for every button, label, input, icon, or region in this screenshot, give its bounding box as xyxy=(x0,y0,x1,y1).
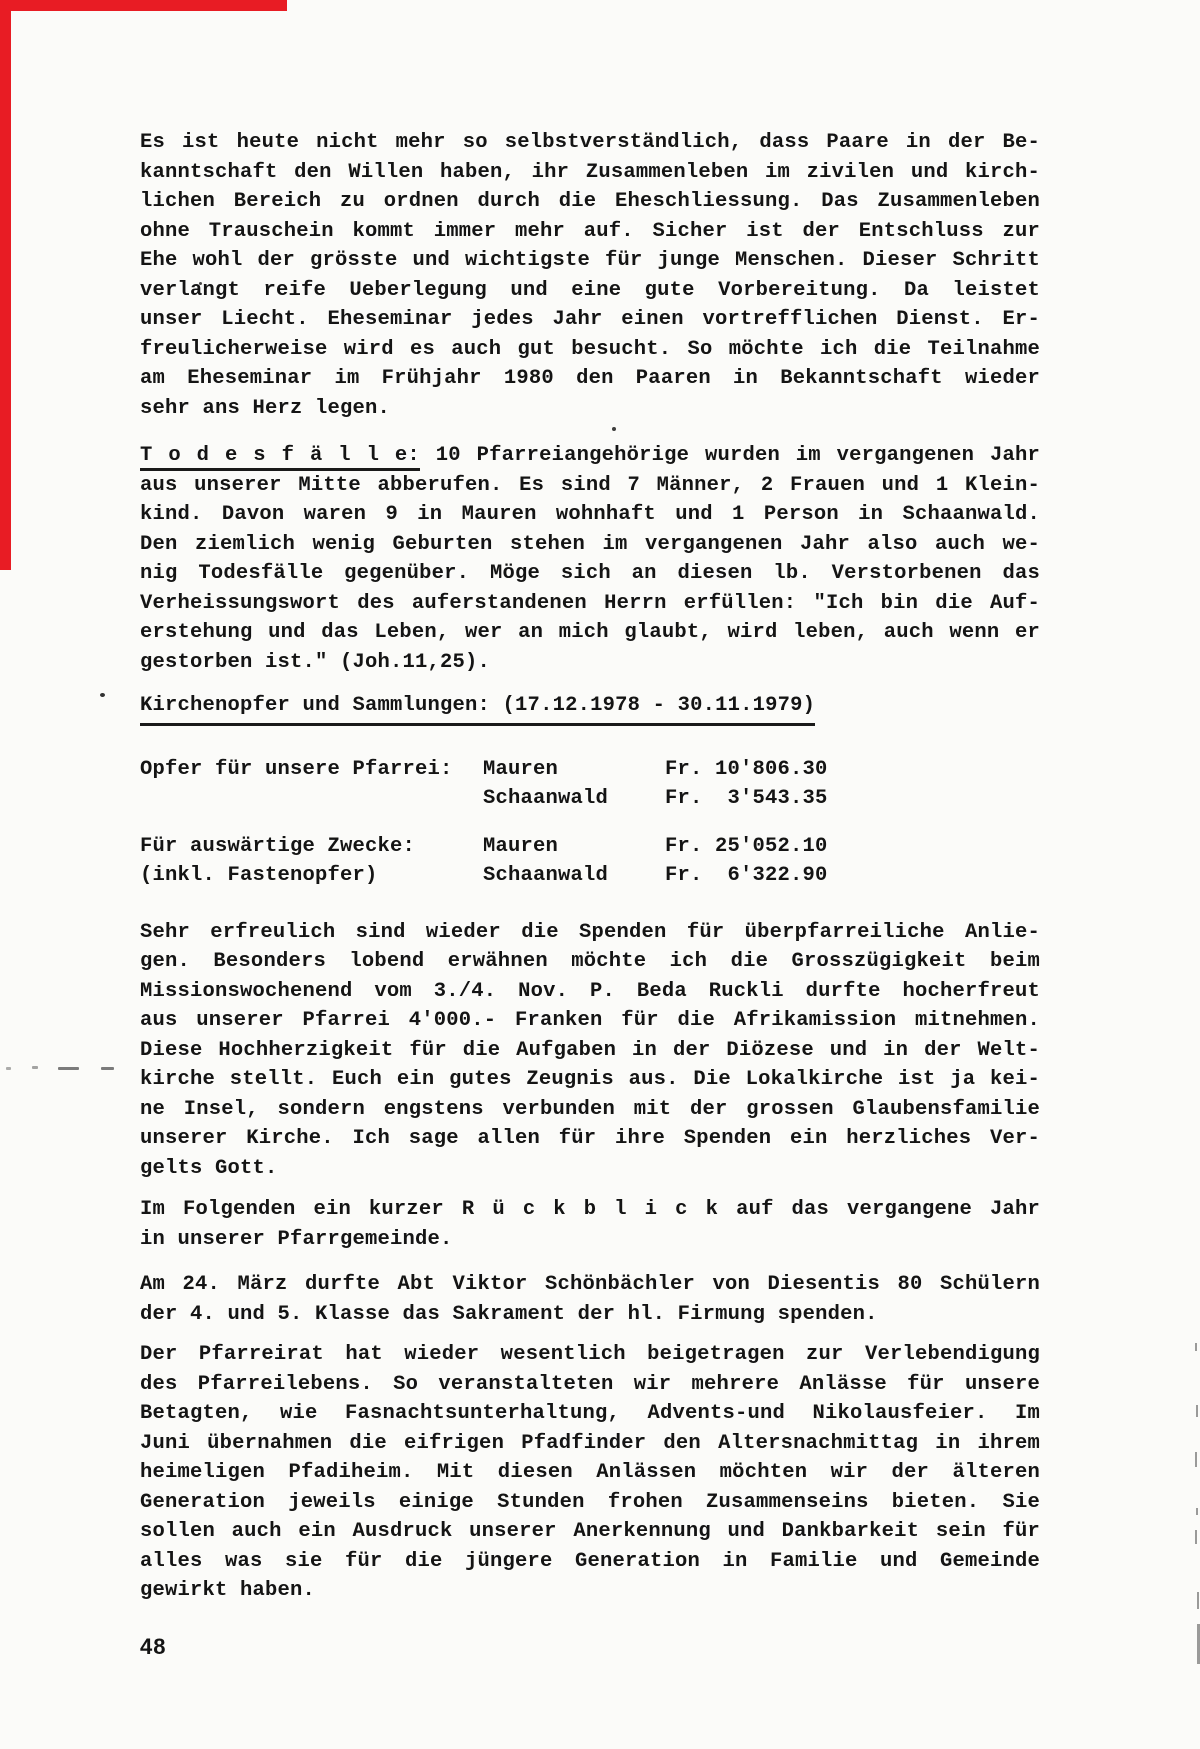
text-line: aus unserer Mitte abberufen. Es sind 7 Männer, 2 Frauen und 1 Klein- xyxy=(140,473,1040,497)
text-line: heimeligen Pfadiheim. Mit diesen Anlässen möchten wir der älteren xyxy=(140,1461,1040,1484)
paragraph-pfarreirat xyxy=(140,1340,1040,1606)
text-line: unserer Kirche. Ich sage allen für ihre Spenden ein herzliches Ver- xyxy=(140,1127,1040,1150)
text-line: Es ist heute nicht mehr so selbstverständlich, dass Paare in der Be- xyxy=(140,131,1040,154)
row-label xyxy=(140,784,483,814)
todesfaelle-lead-rest: 10 Pfarreiangehörige wurden im vergangenen Jahr xyxy=(435,444,1040,467)
text-line: aus unserer Pfarrei 4'000.- Franken für die Afrikamission mitnehmen. xyxy=(140,1009,1040,1032)
row-place: Schaanwald xyxy=(483,787,609,810)
text-line: Im Folgenden ein kurzer R ü c k b l i c k auf das vergangene Jahr xyxy=(140,1198,1040,1221)
row-amount: Fr. 10'806.30 xyxy=(665,757,828,781)
row-place: Schaanwald xyxy=(483,864,609,887)
text-line: Betagten, wie Fasnachtsunterhaltung, Advents-und Nikolausfeier. Im xyxy=(140,1402,1040,1425)
text-line: kind. Davon waren 9 in Mauren wohnhaft und 1 Person in Schaanwald. xyxy=(140,503,1040,526)
text-line: am Eheseminar im Frühjahr 1980 den Paaren in Bekanntschaft wieder xyxy=(140,367,1040,390)
text-line: sehr ans Herz legen. xyxy=(140,396,391,420)
text-line: ohne Trauschein kommt immer mehr auf. Sicher ist der Entschluss zur xyxy=(140,219,1040,243)
text-line: Juni übernahmen die eifrigen Pfadfinder den Altersnachmittag in ihrem xyxy=(140,1431,1040,1455)
todesfaelle-body-lines xyxy=(140,471,1040,678)
text-line: verlangt reife Ueberlegung und eine gute Vorbereitung. Da leistet xyxy=(140,278,1040,302)
text-line: Generation jeweils einige Stunden frohen Zusammenseins bieten. Sie xyxy=(140,1490,1040,1514)
red-scan-mark-top xyxy=(0,0,287,11)
text-line: nig Todesfälle gegenüber. Möge sich an diesen lb. Verstorbenen das xyxy=(140,562,1040,585)
text-line: gen. Besonders lobend erwähnen möchte ich die Grosszügigkeit beim xyxy=(140,950,1040,973)
edge-scan-tick xyxy=(1197,1592,1199,1609)
text-line: Verheissungswort des auferstandenen Herrn erfüllen: "Ich bin die Auf- xyxy=(140,591,1040,615)
text-line: freulicherweise wird es auch gut besucht. So möchte ich die Teilnahme xyxy=(140,337,1040,361)
section-heading-kirchenopfer xyxy=(140,691,1040,726)
row-label: Für auswärtige Zwecke: xyxy=(140,834,416,858)
text-line: Diese Hochherzigkeit für die Aufgaben in der Diözese und in der Welt- xyxy=(140,1038,1040,1062)
text-line: gestorben ist." (Joh.11,25). xyxy=(140,650,491,674)
paragraph-spenden xyxy=(140,918,1040,1184)
row-amount: Fr. 3'543.35 xyxy=(665,787,828,810)
text-line: unser Liecht. Eheseminar jedes Jahr einen vortrefflichen Dienst. Er- xyxy=(140,308,1040,331)
table-row xyxy=(140,784,1040,814)
edge-scan-tick xyxy=(1196,1508,1198,1515)
paragraph-eheseminar xyxy=(140,128,1040,423)
stray-ink-dot xyxy=(100,693,105,697)
text-line: alles was sie für die jüngere Generation in Familie und Gemeinde xyxy=(140,1549,1040,1573)
text-line: gewirkt haben. xyxy=(140,1579,316,1602)
text-line: ne Insel, sondern engstens verbunden mit der grossen Glaubensfamilie xyxy=(140,1097,1040,1121)
text-line: des Pfarreilebens. So veranstalteten wir mehrere Anlässe für unsere xyxy=(140,1372,1040,1396)
red-scan-mark-left xyxy=(0,0,11,570)
text-line: gelts Gott. xyxy=(140,1156,278,1180)
edge-scan-tick xyxy=(1195,1343,1197,1351)
text-line: Den ziemlich wenig Geburten stehen im vergangenen Jahr also auch we- xyxy=(140,532,1040,556)
text-line: lichen Bereich zu ordnen durch die Eheschliessung. Das Zusammenleben xyxy=(140,190,1040,213)
paragraph-firmung xyxy=(140,1270,1040,1329)
todesfaelle-lead-line xyxy=(140,441,1040,471)
row-label: Opfer für unsere Pfarrei: xyxy=(140,757,453,781)
edge-scan-tick xyxy=(1195,1530,1197,1544)
todesfaelle-underlined-heading: T o d e s f ä l l e: xyxy=(140,444,420,471)
row-amount: Fr. 25'052.10 xyxy=(665,834,828,858)
text-line: Ehe wohl der grösste und wichtigste für junge Menschen. Dieser Schritt xyxy=(140,249,1040,272)
table-row xyxy=(140,861,1040,891)
paragraph-todesfaelle xyxy=(140,441,1040,677)
text-line: Der Pfarreirat hat wieder wesentlich beigetragen zur Verlebendigung xyxy=(140,1343,1040,1366)
text-line: Missionswochenend vom 3./4. Nov. P. Beda Ruckli durfte hocherfreut xyxy=(140,979,1040,1003)
text-column xyxy=(140,128,1040,1661)
kirchenopfer-heading-text: Kirchenopfer und Sammlungen: (17.12.1978 - 30.11.1979) xyxy=(140,691,815,726)
paragraph-rueckblick xyxy=(140,1195,1040,1254)
text-line: sollen auch ein Ausdruck unserer Anerkennung und Dankbarkeit sein für xyxy=(140,1520,1040,1543)
text-line: in unserer Pfarrgemeinde. xyxy=(140,1227,453,1251)
collections-table xyxy=(140,755,1040,891)
row-place: Mauren xyxy=(483,757,559,781)
collections-group-pfarrei xyxy=(140,755,1040,814)
row-place: Mauren xyxy=(483,834,559,858)
collections-group-auswaertig xyxy=(140,832,1040,891)
margin-pencil-dash xyxy=(101,1067,114,1070)
text-line: Sehr erfreulich sind wieder die Spenden für überpfarreiliche Anlie- xyxy=(140,920,1040,944)
text-line: der 4. und 5. Klasse das Sakrament der hl. Firmung spenden. xyxy=(140,1302,878,1326)
margin-pencil-dash xyxy=(6,1067,11,1070)
row-amount: Fr. 6'322.90 xyxy=(665,864,828,887)
table-row xyxy=(140,832,1040,862)
text-line: kanntschaft den Willen haben, ihr Zusammenleben im zivilen und kirch- xyxy=(140,160,1040,184)
margin-pencil-dash xyxy=(32,1066,38,1069)
page-number: 48 xyxy=(140,1633,167,1659)
margin-pencil-dash xyxy=(58,1067,79,1070)
text-line: kirche stellt. Euch ein gutes Zeugnis aus. Die Lokalkirche ist ja kei- xyxy=(140,1068,1040,1091)
edge-scan-tick xyxy=(1196,1405,1198,1417)
edge-scan-tick xyxy=(1195,1452,1197,1467)
text-line: erstehung und das Leben, wer an mich glaubt, wird leben, auch wenn er xyxy=(140,621,1040,644)
table-row xyxy=(140,755,1040,785)
text-line: Am 24. März durfte Abt Viktor Schönbächler von Diesentis 80 Schülern xyxy=(140,1273,1040,1296)
row-label: (inkl. Fastenopfer) xyxy=(140,864,378,887)
